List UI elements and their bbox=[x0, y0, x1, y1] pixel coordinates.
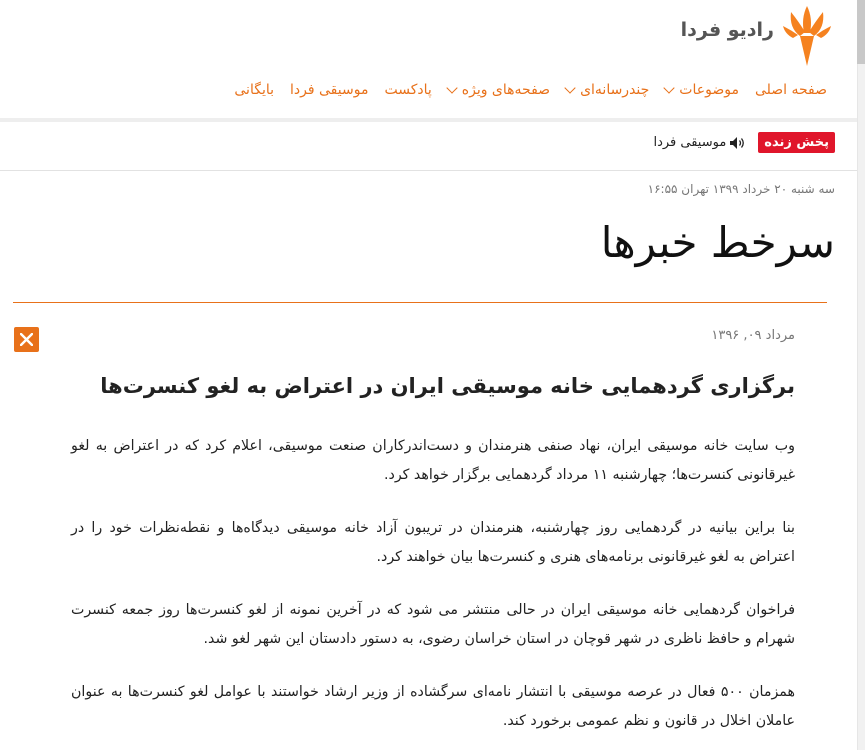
article-paragraph: بنا براین بیانیه در گردهمایی روز چهارشنبه، هنرمندان در تریبون آزاد خانه موسیقی دیدگاه‌ها و نقطه‌نظرات خود را در اعتراض به لغو غیرقانونی برنامه‌های هنری و کنسرت‌ها بیان خواهند کرد. bbox=[71, 520, 795, 565]
speaker-icon bbox=[730, 137, 746, 149]
nav-podcast-label: پادکست bbox=[384, 82, 432, 98]
page-scrollbar[interactable] bbox=[857, 0, 865, 750]
nav-multimedia-label: چندرسانه‌ای bbox=[580, 82, 650, 98]
chevron-down-icon bbox=[446, 82, 457, 93]
site-header bbox=[0, 0, 857, 118]
main-nav bbox=[218, 82, 827, 98]
close-icon bbox=[20, 333, 33, 346]
page-title: سرخط خبرها bbox=[600, 218, 835, 267]
close-button[interactable] bbox=[14, 327, 39, 352]
live-bar bbox=[653, 132, 835, 153]
current-datetime: سه شنبه ۲۰ خرداد ۱۳۹۹ تهران ۱۶:۵۵ bbox=[647, 182, 835, 196]
article-paragraph: فراخوان گردهمایی خانه موسیقی ایران در حالی منتشر می شود که در آخرین نمونه از لغو کنسرت‌ها روز جمعه کنسرت شهرام و حافظ ناظری در شهر قوچان در استان خراسان رضوی، به دستور دادستان این شهر لغو شد. bbox=[71, 602, 795, 647]
article-date: مرداد ۰۹, ۱۳۹۶ bbox=[711, 328, 795, 343]
nav-home[interactable] bbox=[755, 82, 827, 98]
article-paragraph: همزمان ۵۰۰ فعال در عرصه موسیقی با انتشار نامه‌ای سرگشاده از وزیر ارشاد خواستند با عوامل لغو کنسرت‌ها به عنوان عاملان اخلال در قانون و نظم عمومی برخورد کند. bbox=[71, 684, 795, 729]
live-bar-divider bbox=[0, 170, 857, 171]
nav-podcast[interactable] bbox=[384, 82, 431, 98]
nav-topics[interactable] bbox=[665, 82, 739, 98]
article-body bbox=[71, 432, 795, 750]
chevron-down-icon bbox=[564, 82, 575, 93]
article-title[interactable]: برگزاری گردهمایی خانه موسیقی ایران در اعتراض به لغو کنسرت‌ها bbox=[100, 374, 795, 398]
live-stream-link[interactable] bbox=[653, 135, 746, 150]
radio-farda-logo[interactable] bbox=[783, 6, 831, 68]
header-divider bbox=[0, 118, 857, 122]
article-paragraph: وب سایت خانه موسیقی ایران، نهاد صنفی هنرمندان و دست‌اندرکاران صنعت موسیقی، اعلام کرد که در اعتراض به لغو غیرقانونی کنسرت‌ها؛ چهارشنبه ۱۱ مرداد گردهمایی برگزار خواهد کرد. bbox=[71, 438, 795, 483]
chevron-down-icon bbox=[664, 82, 675, 93]
nav-archive[interactable] bbox=[234, 82, 274, 98]
nav-archive-label: بایگانی bbox=[234, 82, 275, 98]
title-divider bbox=[13, 302, 827, 303]
live-stream-label: موسیقی فردا bbox=[653, 135, 727, 150]
nav-special-pages[interactable] bbox=[448, 82, 550, 98]
nav-farda-music[interactable] bbox=[290, 82, 368, 98]
site-name[interactable]: رادیو فردا bbox=[680, 19, 774, 41]
nav-multimedia[interactable] bbox=[566, 82, 649, 98]
nav-topics-label: موضوعات bbox=[679, 82, 739, 98]
live-badge[interactable]: پخش زنده bbox=[758, 132, 835, 153]
scrollbar-thumb[interactable] bbox=[857, 0, 865, 64]
nav-home-label: صفحه اصلی bbox=[754, 82, 827, 98]
flame-logo-icon bbox=[783, 6, 831, 68]
nav-special-pages-label: صفحه‌های ویژه bbox=[461, 82, 551, 98]
nav-farda-music-label: موسیقی فردا bbox=[290, 82, 369, 98]
